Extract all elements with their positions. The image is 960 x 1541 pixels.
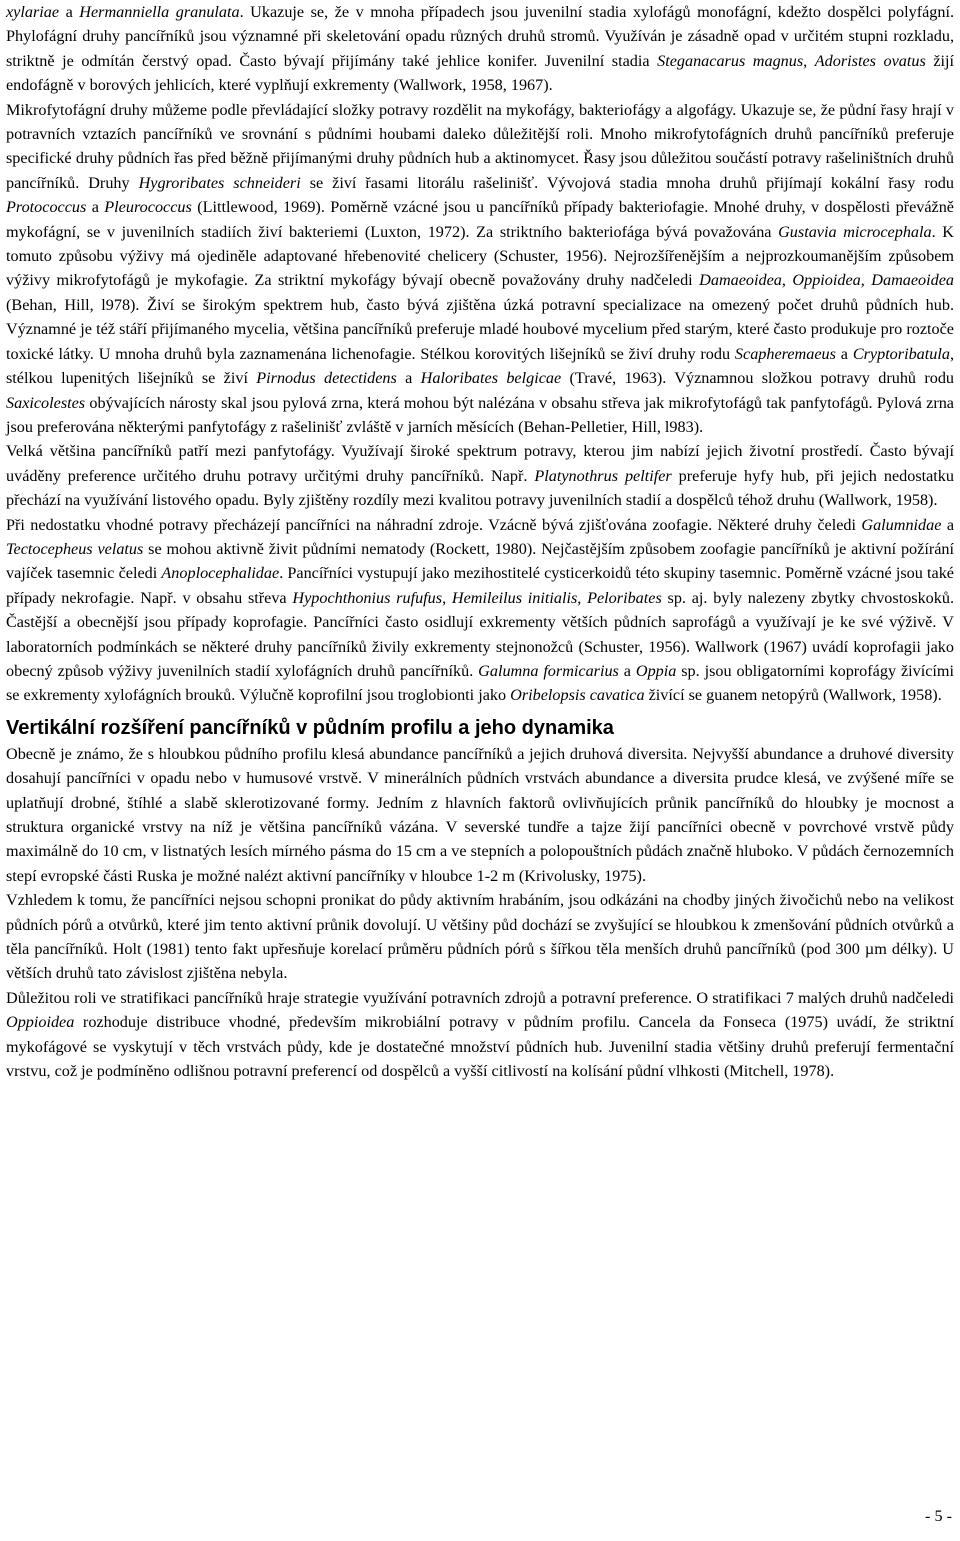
- italic-term: Platynothrus peltifer: [534, 466, 672, 485]
- italic-term: Galumna formicarius: [478, 661, 619, 680]
- text-run: a: [618, 661, 636, 680]
- text-run: ,: [781, 271, 793, 290]
- text-run: Obecně je známo, že s hloubkou půdního profilu klesá abundance pancířníků a jejich druhová diversita. Nejvyšší abundance a druhové diversity dosahují pancířníci v opadu nebo v humusové vrstvě. V minerálních půdních vrstvách abundance a diversita prudce klesá, ve zvýšené míře se uplatňují drobné, štíhlé a slabě sklerotizované formy. Jedním z hlavních faktorů ovlivňujících průnik pancířníků do hloubky je mocnost a struktura organické vrstvy na níž je většina pancířníků vázána. V severské tundře a tajze žijí pancířníci obecně v povrchové vrstvě půdy maximálně do 10 cm, v listnatých lesích mírného pásma do 15 cm a ve stepních a polopouštních půdách značně hluboko. V půdách černozemních stepí evropské části Ruska je možné nalézt aktivní pancířníky v hloubce 1-2 m (Krivolusky, 1975).: [6, 744, 954, 885]
- section-text: [6, 742, 954, 1084]
- paragraph: [6, 439, 954, 512]
- italic-term: Oppioidea: [6, 1013, 75, 1032]
- italic-term: Cryptoribatula: [852, 344, 950, 363]
- text-run: ,: [860, 271, 872, 290]
- paragraph: [6, 986, 954, 1084]
- italic-term: Pleurococcus: [104, 198, 192, 217]
- paragraph: [6, 513, 954, 708]
- section-heading: Vertikální rozšíření pancířníků v půdním profilu a jeho dynamika: [6, 716, 614, 739]
- italic-term: Scapheremaeus: [734, 344, 836, 363]
- paragraph: [6, 98, 954, 440]
- paragraph: [6, 742, 954, 888]
- text-run: ,: [442, 588, 452, 607]
- italic-term: Adoristes ovatus: [814, 51, 926, 70]
- text-run: sp. aj. byly nalezeny zbytky chvostoskoků. Častější a obecnější jsou případy koprofagie. Pancířníci často osidlují exkrementy větších půdních saprofágů a využívají je ke své výživě. V laboratorních podmínkách se některé druhy pancířníků živily exkrementy stejnonožců (Schuster, 1956). Wallwork (1967) uvádí koprofagii jako obecný způsob výživy juvenilních stadií xylofágních druhů pancířníků.: [6, 588, 955, 680]
- italic-term: Anoplocephalidae: [161, 564, 280, 583]
- text-run: a: [59, 3, 80, 21]
- text-run: . Ukazuje se, že v mnoha případech jsou juvenilní stadia xylofágů monofágní, kdežto dospělci polyfágní. Phylofágní druhy pancířníků jsou významné při skeletování opadu různých druhů stromů. Využíván je zásadně opad v určitém stupni rozkladu, striktně je odmítán čerstvý opad. Často bývají přijímány také jehlice konifer. Juvenilní stadia: [6, 3, 955, 70]
- page-number: - 5 -: [925, 1507, 952, 1525]
- text-run: Důležitou roli ve stratifikaci pancířníků hraje strategie využívání potravních zdrojů a potravní preference. O stratifikaci 7 malých druhů nadčeledi: [6, 988, 954, 1007]
- italic-term: Gustavia microcephala: [778, 222, 932, 241]
- text-run: Vzhledem k tomu, že pancířníci nejsou schopni pronikat do půdy aktivním hrabáním, jsou odkázáni na chodby jiných živočichů nebo na velikost půdních pórů a otvůrků, které jim tento aktivní průnik dovolují. U většiny půd dochází se zvyšující se hloubkou k zmenšování půdních otvůrků a těla pancířníků. Holt (1981) tento fakt upřesňuje korelací průměru půdních pórů s šířkou těla menších druhů pancířníků (pod 300 µm délky). U větších druhů tato závislost zjištěna nebyla.: [6, 891, 954, 983]
- paragraph: [6, 888, 954, 986]
- italic-term: Pirnodus detectidens: [256, 369, 397, 388]
- text-run: a: [941, 515, 955, 534]
- text-run: Mikrofytofágní druhy můžeme podle převládající složky potravy rozdělit na mykofágy, bakteriofágy a algofágy. Ukazuje se, že půdní řasy hrají v potravních vztazích pancířníků ve srovnání s půdními houbami daleko důležitější roli. Mnoho mikrofytofágních druhů pancířníků preferuje specifické druhy půdních řas před běžně přijímanými druhy půdních hub a aktinomycet. Řasy jsou důležitou součástí potravy rašeliništních druhů pancířníků. Druhy: [6, 100, 954, 192]
- italic-term: Tectocepheus velatus: [6, 539, 144, 558]
- text-run: (Littlewood, 1969). Poměrně vzácné jsou u pancířníků případy bakteriofagie. Mnohé druhy, v dospělosti převážně mykofágní, se v juvenilních stadiích živí bakteriemi (Luxton, 1972). Za striktního bakteriofága bývá považována: [6, 198, 954, 241]
- text-run: žijí endofágně v borových jehlicích, které vyplňují exkrementy (Wallwork, 1958, 1967).: [6, 51, 954, 95]
- italic-term: Oppia: [635, 661, 677, 680]
- text-run: obývajících nárosty skal jsou pylová zrna, která mohou být nalézána v obsahu střeva jak mikrofytofágů tak panfytofágů. Pylová zrna jsou preferována některými panfytofágy z rašelinišť zvláště v jarních měsících (Behan-Pelletier, Hill, l983).: [6, 393, 954, 436]
- italic-term: Hygroribates schneideri: [138, 173, 301, 192]
- text-run: se mohou aktivně živit půdními nematody (Rockett, 1980). Nejčastějším způsobem zoofagie pancířníků je aktivní požírání vajíček tasemnic čeledi: [6, 539, 954, 583]
- text-run: preferuje hyfy hub, při jejich nedostatku přechází na využívání listového opadu. Byly zjištěny rozdíly mezi kvalitou potravy juvenilních stadií a dospělců téhož druhu (Wallwork, 1958).: [6, 466, 954, 510]
- text-run: živící se guanem netopýrů (Wallwork, 1958).: [644, 686, 942, 705]
- italic-term: Peloribates: [587, 588, 662, 607]
- italic-term: Damaeoidea: [871, 271, 954, 290]
- text-run: sp. jsou obligatorními koprofágy živícími se exkrementy xylofágních brouků. Výlučně koprofilní jsou troglobionti jako: [6, 661, 954, 705]
- text-run: se živí řasami litorálu rašelinišť. Vývojová stadia mnoha druhů přijímají kokální řasy rodu: [300, 173, 954, 192]
- paragraph: [6, 0, 954, 98]
- text-run: Velká většina pancířníků patří mezi panfytofágy. Využívají široké spektrum potravy, kterou jim nabízí jejich životní prostředí. Často bývají uváděny preference určitého druhu potravy určitými druhy pancířníků. Např.: [6, 442, 954, 485]
- text-run: ,: [803, 51, 815, 70]
- text-run: Při nedostatku vhodné potravy přecházejí pancířníci na náhradní zdroje. Vzácně bývá zjišťována zoofagie. Některé druhy čeledi: [6, 515, 862, 534]
- text-run: a: [835, 344, 853, 363]
- text-run: a: [86, 198, 105, 217]
- italic-term: Oribelopsis cavatica: [510, 686, 645, 705]
- italic-term: Haloribates belgicae: [420, 369, 562, 388]
- italic-term: Saxicolestes: [6, 393, 86, 412]
- intro-text: [6, 0, 954, 708]
- italic-term: xylariae: [6, 3, 60, 21]
- text-run: rozhoduje distribuce vhodné, především mikrobiální potravy v půdním profilu. Cancela da Fonseca (1975) uvádí, že striktní mykofágové se vyskytují v těch vrstvách půdy, kde je dostatečné množství půdních hub. Juvenilní stadia většiny druhů preferují fermentační vrstvu, což je podmíněno odlišnou potravní preferencí od dospělců a vyšší citlivostí na kolísání půdní vlhkosti (Mitchell, 1978).: [6, 1013, 954, 1081]
- italic-term: Galumnidae: [861, 515, 942, 534]
- italic-term: Protococcus: [6, 198, 87, 217]
- text-run: . Pancířníci vystupují jako mezihostitelé cysticerkoidů této skupiny tasemnic. Poměrně vzácné jsou také případy nekrofagie. Např. v obsahu střeva: [6, 564, 954, 607]
- italic-term: Hypochthonius rufufus: [292, 588, 443, 607]
- text-run: . K tomuto způsobu výživy má ojediněle adaptované hřebenovité chelicery (Schuster, 1956). Nejrozšířenějším a nejprozkoumanějším způsobem výživy mikrofytofágů je mykofagie. Za striktní mykofágy bývají obecně považovány druhy nadčeledi: [6, 222, 954, 290]
- text-run: , stélkou lupenitých lišejníků se živí: [6, 344, 954, 388]
- italic-term: Hemileilus initialis: [451, 588, 578, 607]
- text-run: (Behan, Hill, l978). Živí se širokým spektrem hub, často bývá zjištěna úzká potravní specializace na omezený počet druhů půdních hub. Významné je též stáří přijímaného mycelia, většina pancířníků preferuje mladé houbové mycelium před starým, které často produkuje pro roztoče toxické látky. U mnoha druhů byla zaznamenána lichenofagie. Stélkou korovitých lišejníků se živí druhy rodu: [6, 295, 954, 363]
- italic-term: Oppioidea: [792, 271, 861, 290]
- text-run: a: [396, 369, 421, 388]
- text-run: ,: [577, 588, 588, 607]
- italic-term: Hermanniella granulata: [79, 3, 240, 21]
- italic-term: Damaeoidea: [699, 271, 782, 290]
- italic-term: Steganacarus magnus: [657, 51, 804, 70]
- text-run: (Travé, 1963). Významnou složkou potravy druhů rodu: [561, 369, 955, 388]
